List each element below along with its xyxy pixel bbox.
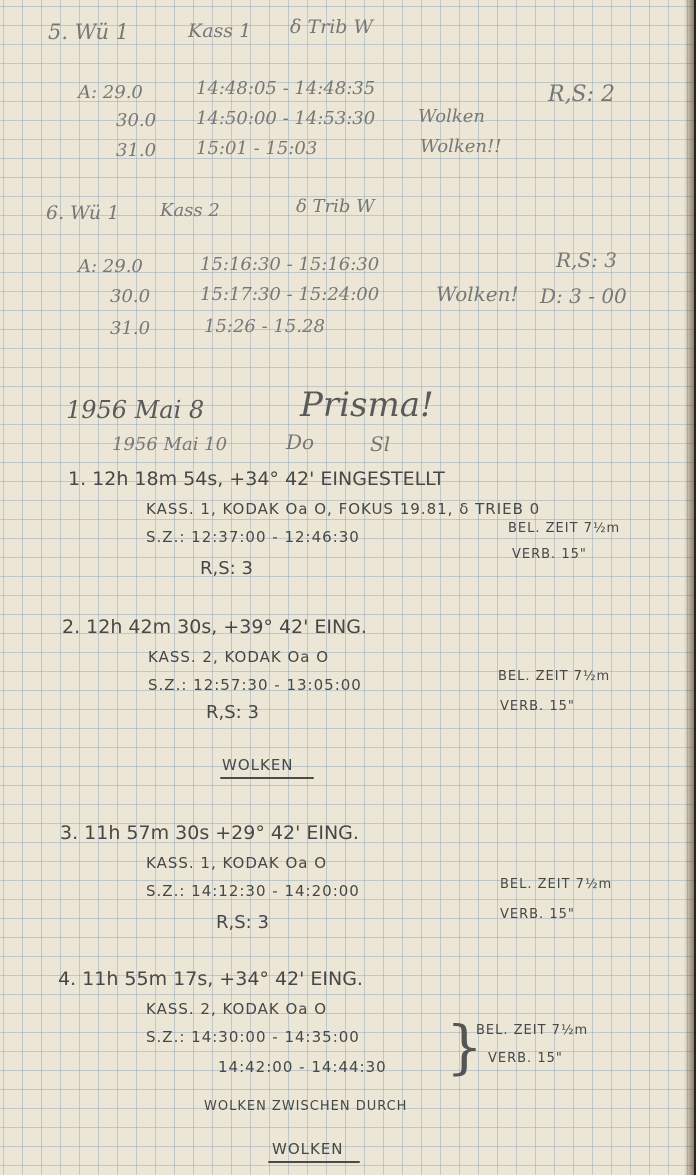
- entry1-verb: VERB. 15": [512, 547, 587, 562]
- entry2-verb: VERB. 15": [500, 699, 575, 714]
- block6-row2-time: 15:17:30 - 15:24:00: [200, 284, 380, 305]
- block5-kass: Kass 1: [188, 20, 252, 42]
- entry4-sz2: 14:42:00 - 14:44:30: [218, 1058, 387, 1076]
- entry1-line2: KASS. 1, KODAK Oa O, FOKUS 19.81, δ TRIEB 0: [146, 500, 541, 518]
- block6-row1-time: 15:16:30 - 15:16:30: [200, 254, 380, 275]
- entry4-coord: 4. 11h 55m 17s, +34° 42' EING.: [58, 968, 363, 990]
- block5-row2-note: Wolken: [418, 106, 486, 127]
- entry4-bel: BEL. ZEIT 7½m: [476, 1023, 589, 1038]
- entry4-line2: KASS. 2, KODAK Oa O: [146, 1000, 328, 1018]
- entry3-line2: KASS. 1, KODAK Oa O: [146, 854, 328, 872]
- block5-row2-time: 14:50:00 - 14:53:30: [196, 108, 376, 129]
- entry3-sz: S.Z.: 14:12:30 - 14:20:00: [146, 882, 360, 900]
- entry1-bel: BEL. ZEIT 7½m: [508, 521, 621, 536]
- sub-date: 1956 Mai 10: [112, 434, 228, 455]
- block6-rs: R,S: 3: [556, 248, 617, 272]
- block5-trib: δ Trib W: [290, 16, 374, 38]
- block6-d: D: 3 - 00: [540, 284, 627, 308]
- block6-row2-a: 30.0: [110, 286, 151, 307]
- block5-number: 5. Wü 1: [48, 20, 130, 44]
- block5-row1-a: A: 29.0: [78, 82, 143, 103]
- block6-row3-time: 15:26 - 15.28: [204, 316, 325, 337]
- block6-trib: δ Trib W: [296, 196, 375, 217]
- entry2-coord: 2. 12h 42m 30s, +39° 42' EING.: [62, 616, 367, 638]
- block6-number: 6. Wü 1: [46, 202, 120, 224]
- block6-row2-note: Wolken!: [436, 282, 519, 306]
- block6-kass: Kass 2: [160, 200, 220, 221]
- block5-row3-time: 15:01 - 15:03: [196, 138, 318, 159]
- wolken-label: WOLKEN: [222, 756, 294, 774]
- entry2-sz: S.Z.: 12:57:30 - 13:05:00: [148, 676, 362, 694]
- entry1-rs: R,S: 3: [200, 558, 253, 579]
- wolken-underline: [220, 777, 314, 779]
- entry3-verb: VERB. 15": [500, 907, 575, 922]
- block5-row3-a: 31.0: [116, 140, 157, 161]
- block6-row3-a: 31.0: [110, 318, 151, 339]
- wolken-final: WOLKEN: [272, 1140, 344, 1158]
- sub-day: Do: [286, 430, 315, 454]
- block5-row2-a: 30.0: [116, 110, 157, 131]
- entry3-bel: BEL. ZEIT 7½m: [500, 877, 613, 892]
- entry4-sz: S.Z.: 14:30:00 - 14:35:00: [146, 1028, 360, 1046]
- entry2-rs: R,S: 3: [206, 702, 259, 723]
- entry3-rs: R,S: 3: [216, 912, 269, 933]
- entry4-verb: VERB. 15": [488, 1051, 563, 1066]
- wolken-zwischen: WOLKEN ZWISCHEN DURCH: [204, 1099, 408, 1114]
- wolken-final-underline: [268, 1161, 360, 1163]
- block5-row1-time: 14:48:05 - 14:48:35: [196, 78, 376, 99]
- brace-glyph: }: [446, 1013, 483, 1081]
- block5-row3-note: Wolken!!: [420, 136, 502, 157]
- entry1-coord: 1. 12h 18m 54s, +34° 42' EINGESTELLT: [68, 468, 445, 490]
- entry2-line2: KASS. 2, KODAK Oa O: [148, 648, 330, 666]
- entry1-sz: S.Z.: 12:37:00 - 12:46:30: [146, 528, 360, 546]
- sub-observer: Sl: [370, 432, 391, 456]
- prisma-title: Prisma!: [300, 385, 434, 425]
- block5-rs: R,S: 2: [548, 82, 616, 107]
- block6-row1-a: A: 29.0: [78, 256, 143, 277]
- entry3-coord: 3. 11h 57m 30s +29° 42' EING.: [60, 822, 359, 844]
- entry2-bel: BEL. ZEIT 7½m: [498, 669, 611, 684]
- date-heading: 1956 Mai 8: [66, 396, 205, 424]
